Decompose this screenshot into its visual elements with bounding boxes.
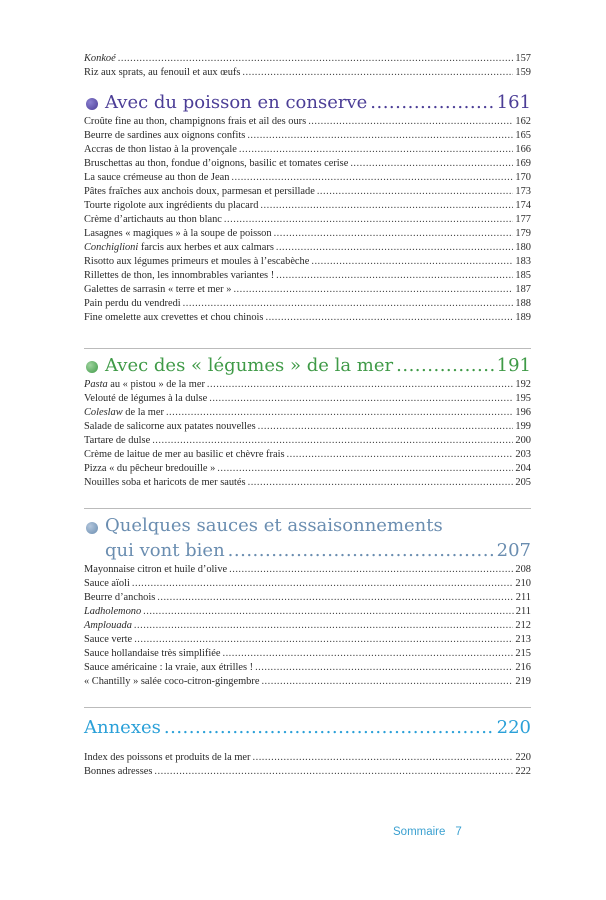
- toc-top-entries: [84, 52, 531, 80]
- toc-entry: Risotto aux légumes primeurs et moules à l’escabèche ..... 183: [84, 255, 531, 269]
- footer-label: Sommaire: [393, 826, 446, 838]
- footer-page-number: 7: [455, 826, 462, 838]
- toc-entry: Fine omelette aux crevettes et chou chinois ..... 189: [84, 311, 531, 325]
- section-heading-poisson-conserve: Avec du poisson en conserve ..... 161: [105, 92, 531, 113]
- toc-entry: La sauce crémeuse au thon de Jean ..... 170: [84, 171, 531, 185]
- section-bullet-icon: [86, 361, 98, 373]
- toc-entry: Pâtes fraîches aux anchois doux, parmesan et persillade ..... 173: [84, 185, 531, 199]
- section-divider: [84, 707, 531, 708]
- toc-entry: Salade de salicorne aux patates nouvelles ..... 199: [84, 420, 531, 434]
- toc-entry: Sauce verte ..... 213: [84, 633, 531, 647]
- toc-entry: Pizza « du pêcheur bredouille » ..... 204: [84, 462, 531, 476]
- toc-entry: Accras de thon listao à la provençale ..... 166: [84, 143, 531, 157]
- toc-entry: Riz aux sprats, au fenouil et aux œufs ..... 159: [84, 66, 531, 80]
- toc-entry: Tartare de dulse ..... 200: [84, 434, 531, 448]
- section-bullet-icon: [86, 522, 98, 534]
- toc-entry: Coleslaw de la mer ..... 196: [84, 406, 531, 420]
- toc-entry: Sauce américaine : la vraie, aux étrilles ! ..... 216: [84, 661, 531, 675]
- section-entries: [84, 378, 531, 490]
- toc-entry: Beurre d’anchois ..... 211: [84, 591, 531, 605]
- section-heading-legumes-mer: Avec des « légumes » de la mer ..... 191: [105, 355, 531, 376]
- toc-entry: Ladholemono ..... 211: [84, 605, 531, 619]
- toc-entry: Mayonnaise citron et huile d’olive ..... 208: [84, 563, 531, 577]
- toc-entry: Sauce aïoli ..... 210: [84, 577, 531, 591]
- toc-entry: Velouté de légumes à la dulse ..... 195: [84, 392, 531, 406]
- toc-entry: Lasagnes « magiques » à la soupe de poisson ..... 179: [84, 227, 531, 241]
- section-divider: [84, 508, 531, 509]
- toc-entry: Sauce hollandaise très simplifiée ..... 215: [84, 647, 531, 661]
- section-heading-annexes: Annexes ..... 220: [84, 717, 531, 738]
- toc-entry: Nouilles soba et haricots de mer sautés ..... 205: [84, 476, 531, 490]
- toc-entry: Tourte rigolote aux ingrédients du placard ..... 174: [84, 199, 531, 213]
- toc-entry: Conchiglioni farcis aux herbes et aux calmars ..... 180: [84, 241, 531, 255]
- toc-entry: Index des poissons et produits de la mer ..... 220: [84, 751, 531, 765]
- toc-entry: Crème d’artichauts au thon blanc ..... 177: [84, 213, 531, 227]
- toc-entry: Galettes de sarrasin « terre et mer » ..... 187: [84, 283, 531, 297]
- toc-entry: Beurre de sardines aux oignons confits ..... 165: [84, 129, 531, 143]
- section-entries: [84, 115, 531, 325]
- page-footer: [393, 826, 462, 838]
- toc-entry: Bonnes adresses ..... 222: [84, 765, 531, 779]
- toc-entry: Bruschettas au thon, fondue d’oignons, basilic et tomates cerise ..... 169: [84, 157, 531, 171]
- toc-entry: Pain perdu du vendredi ..... 188: [84, 297, 531, 311]
- toc-entry: Konkoé ..... 157: [84, 52, 531, 66]
- section-entries: [84, 751, 531, 779]
- section-divider: [84, 348, 531, 349]
- toc-entry: Crème de laitue de mer au basilic et chèvre frais ..... 203: [84, 448, 531, 462]
- section-heading-sauces-line2: qui vont bien ..... 207: [105, 540, 531, 561]
- toc-entry: « Chantilly » salée coco-citron-gingembre ..... 219: [84, 675, 531, 689]
- section-bullet-icon: [86, 98, 98, 110]
- toc-entry: Rillettes de thon, les innombrables variantes ! ..... 185: [84, 269, 531, 283]
- toc-entry: Pasta au « pistou » de la mer ..... 192: [84, 378, 531, 392]
- toc-entry: Croûte fine au thon, champignons frais et ail des ours ..... 162: [84, 115, 531, 129]
- toc-entry: Amplouada ..... 212: [84, 619, 531, 633]
- section-heading-sauces-line1: Quelques sauces et assaisonnements: [105, 515, 443, 536]
- section-entries: [84, 563, 531, 689]
